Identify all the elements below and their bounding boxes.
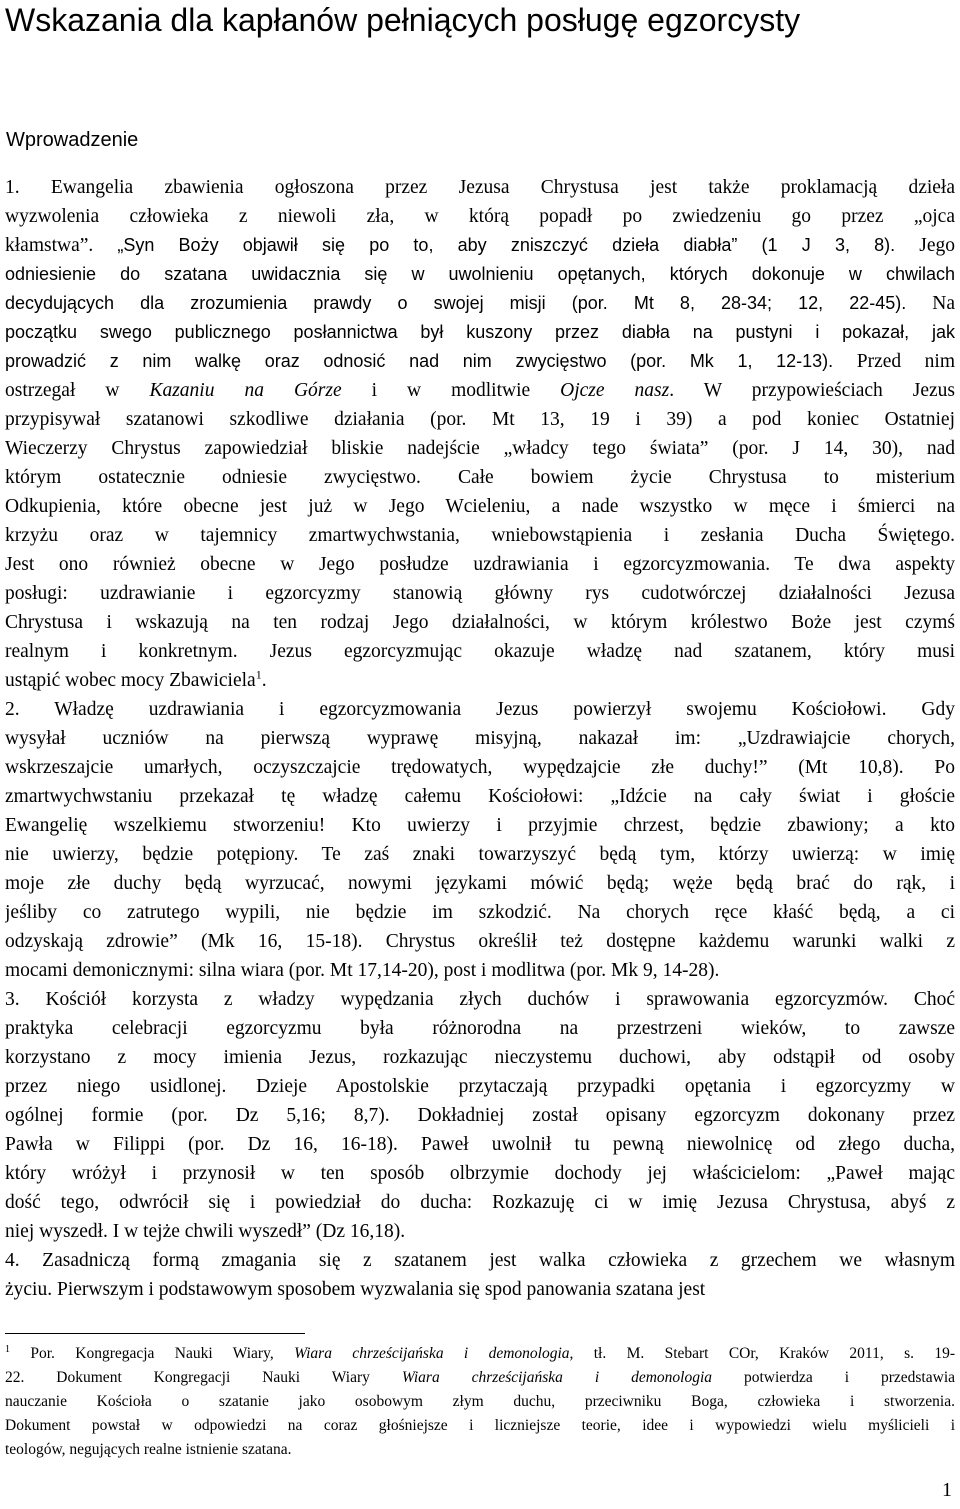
body-line [5, 1159, 955, 1188]
body-line [5, 289, 955, 318]
body-line [5, 1275, 955, 1304]
text-run: 1. Ewangelia zbawienia ogłoszona przez Jezusa Chrystusa jest także proklamacją dzieła [5, 177, 955, 198]
footnote-line [5, 1366, 955, 1390]
body-line [5, 1072, 955, 1101]
text-run: decydujących dla zrozumienia prawdy o swojej misji (por. Mt 8, 28-34; 12, 22-45). [5, 293, 907, 313]
text-run: mocami demonicznymi: silna wiara (por. Mt 17,14-20), post i modlitwa (por. Mk 9, 14-28). [5, 960, 720, 981]
footnote-line [5, 1414, 955, 1438]
text-run: , tł. M. Stebart COr, Kraków 2011, s. 19- [569, 1345, 955, 1362]
text-run: ustąpić wobec mocy Zbawiciela [5, 670, 256, 691]
text-run: przypisywał szatanowi szkodliwe działania (por. Mt 13, 19 i 39) a pod koniec Ostatniej [5, 409, 955, 430]
footnote-line [5, 1342, 955, 1366]
text-run: ostrzegał w [5, 380, 150, 401]
body-line [5, 231, 955, 260]
text-run: moje złe duchy będą wyrzucać, nowymi językami mówić będą; węże będą brać do rąk, i [5, 873, 955, 894]
body-line [5, 550, 955, 579]
body-line [5, 1101, 955, 1130]
body-line [5, 1188, 955, 1217]
text-run: . W przypowieściach Jezus [669, 380, 955, 401]
text-run: jeśliby co zatrutego wypili, nie będzie im szkodzić. Na chorych ręce kłaść będą, a ci [5, 902, 955, 923]
text-run: niej wyszedł. I w tejże chwili wyszedł” (Dz 16,18). [5, 1221, 406, 1242]
body-line [5, 347, 955, 376]
body-line [5, 492, 955, 521]
body-line [5, 173, 955, 202]
text-run: wskrzeszajcie umarłych, oczyszczajcie trędowatych, wypędzajcie złe duchy!” (Mt 10,8). Po [5, 757, 955, 778]
footnote-marker: 1 [255, 667, 262, 682]
footnote-marker: 1 [5, 1343, 10, 1355]
body-line [5, 985, 955, 1014]
body-line [5, 956, 955, 985]
text-run: krzyżu oraz w tajemnicy zmartwychwstania, wniebowstąpienia i zesłania Ducha Świętego. [5, 525, 955, 546]
text-run: potwierdza i przedstawia [712, 1369, 955, 1386]
text-run: Odkupienia, które obecne jest już w Jego Wcieleniu, a nade wszystko w męce i śmierci na [5, 496, 955, 517]
text-run: nauczanie Kościoła o szatanie jako osobowym złym duchu, przeciwniku Boga, człowieka i stworzenia. [5, 1393, 955, 1410]
italic-text: Wiara chrześcijańska i demonologia [401, 1369, 713, 1386]
text-run: „Syn Boży objawił się po to, aby zniszczyć dzieła diabła” (1 J 3, 8). [117, 235, 896, 255]
body-line [5, 782, 955, 811]
text-run: którym ostatecznie odniesie zwycięstwo. Całe bowiem życie Chrystusa to misterium [5, 467, 955, 488]
footnote [5, 1342, 955, 1462]
body-line [5, 463, 955, 492]
text-run: praktyka celebracji egzorcyzmu była różnorodna na przestrzeni wieków, to zawsze [5, 1018, 955, 1039]
body-line [5, 405, 955, 434]
section-heading: Wprowadzenie [6, 129, 139, 151]
text-run: realnym i konkretnym. Jezus egzorcyzmując okazuje władzę nad szatanem, który musi [5, 641, 955, 662]
text-run: ogólnej formie (por. Dz 5,16; 8,7). Dokładniej został opisany egzorcyzm dokonany przez [5, 1105, 955, 1126]
body-line [5, 1130, 955, 1159]
text-run: Pawła w Filippi (por. Dz 16, 16-18). Paweł uwolnił tu pewną niewolnicę od złego ducha, [5, 1134, 955, 1155]
italic-text: Ojcze nasz [560, 380, 670, 401]
text-run: odniesienie do szatana uwidacznia się w uwolnieniu opętanych, których dokonuje w chwilach [5, 264, 955, 284]
text-run: Jego [895, 235, 955, 256]
text-run: prowadzić z nim walkę oraz odnosić nad nim zwycięstwo (por. Mk 1, 12-13). [5, 351, 834, 371]
page-number: 1 [942, 1479, 952, 1501]
body-line [5, 840, 955, 869]
text-run: zmartwychwstaniu przekazał tę władzę całemu Kościołowi: „Idźcie na cały świat i głoście [5, 786, 955, 807]
text-run: teologów, negujących realne istnienie szatana. [5, 1441, 292, 1458]
text-run: . [261, 670, 267, 691]
body-line [5, 318, 955, 347]
text-run: przez niego usidlonej. Dzieje Apostolskie przytaczają przypadki opętania i egzorcyzmy w [5, 1076, 955, 1097]
text-run: Przed nim [833, 351, 955, 372]
body-line [5, 608, 955, 637]
text-run: Jest ono również obecne w Jego posłudze uzdrawiania i egzorcyzmowania. Te dwa aspekty [5, 554, 955, 575]
body-line [5, 521, 955, 550]
text-run: odzyskają zdrowie” (Mk 16, 15-18). Chrystus określił też dostępne każdemu warunki walki z [5, 931, 955, 952]
text-run: Dokument powstał w odpowiedzi na coraz głośniejsze i liczniejsze teorie, idee i wypowiedzi wielu myślicieli i [5, 1417, 955, 1434]
body-line [5, 1014, 955, 1043]
text-run: Por. Kongregacja Nauki Wiary, [10, 1345, 295, 1362]
body-line [5, 695, 955, 724]
text-run: dość tego, odwrócił się i powiedział do ducha: Rozkazuję ci w imię Jezusa Chrystusa, abyś z [5, 1192, 955, 1213]
body-line [5, 260, 955, 289]
text-run: Chrystusa i wskazują na ten rodzaj Jego działalności, w którym królestwo Boże jest czymś [5, 612, 955, 633]
body-line [5, 202, 955, 231]
text-run: 22. Dokument Kongregacji Nauki Wiary [5, 1369, 402, 1386]
body-text [5, 173, 955, 1304]
text-run: Na [906, 293, 955, 314]
body-line [5, 1043, 955, 1072]
text-run: korzystano z mocy imienia Jezus, rozkazując nieczystemu duchowi, aby odstąpił od osoby [5, 1047, 955, 1068]
text-run: nie uwierzy, będzie potępiony. Te zaś znaki towarzyszyć będą tym, którzy uwierzą: w imię [5, 844, 955, 865]
text-run: początku swego publicznego posłannictwa był kuszony przez diabła na pustyni i pokazał, jak [5, 322, 955, 342]
text-run: Ewangelię wszelkiemu stworzeniu! Kto uwierzy i przyjmie chrzest, będzie zbawiony; a kto [5, 815, 955, 836]
body-line [5, 637, 955, 666]
text-run: wysyłał uczniów na pierwszą wyprawę misyjną, nakazał im: „Uzdrawiajcie chorych, [5, 728, 955, 749]
text-run: który wróżył i przynosił w ten sposób olbrzymie dochody jej właścicielom: „Paweł mając [5, 1163, 955, 1184]
text-run: 2. Władzę uzdrawiania i egzorcyzmowania Jezus powierzył swojemu Kościołowi. Gdy [5, 699, 955, 720]
body-line [5, 753, 955, 782]
text-run: 3. Kościół korzysta z władzy wypędzania złych duchów i sprawowania egzorcyzmów. Choć [5, 989, 955, 1010]
italic-text: Wiara chrześcijańska i demonologia [294, 1345, 570, 1362]
body-line [5, 869, 955, 898]
footnote-separator [5, 1333, 305, 1334]
italic-text: Kazaniu na Górze [149, 380, 342, 401]
body-line [5, 811, 955, 840]
footnote-line [5, 1390, 955, 1414]
text-run: wyzwolenia człowieka z niewoli zła, w którą popadł po zwiedzeniu go przez „ojca [5, 206, 955, 227]
body-line [5, 724, 955, 753]
body-line [5, 1246, 955, 1275]
footnote-line [5, 1438, 955, 1462]
text-run: 4. Zasadniczą formą zmagania się z szatanem jest walka człowieka z grzechem we własnym [5, 1250, 955, 1271]
body-line [5, 1217, 955, 1246]
document-title: Wskazania dla kapłanów pełniących posługę egzorcysty [5, 2, 801, 38]
text-run: i w modlitwie [341, 380, 561, 401]
body-line [5, 666, 955, 695]
text-run: życiu. Pierwszym i podstawowym sposobem wyzwalania się spod panowania szatana jest [5, 1279, 706, 1300]
text-run: kłamstwa”. [5, 235, 118, 256]
body-line [5, 376, 955, 405]
body-line [5, 579, 955, 608]
body-line [5, 927, 955, 956]
text-run: Wieczerzy Chrystus zapowiedział bliskie nadejście „władcy tego świata” (por. J 14, 30), nad [5, 438, 955, 459]
body-line [5, 434, 955, 463]
body-line [5, 898, 955, 927]
text-run: posługi: uzdrawianie i egzorcyzmy stanowią główny rys cudotwórczej działalności Jezusa [5, 583, 955, 604]
